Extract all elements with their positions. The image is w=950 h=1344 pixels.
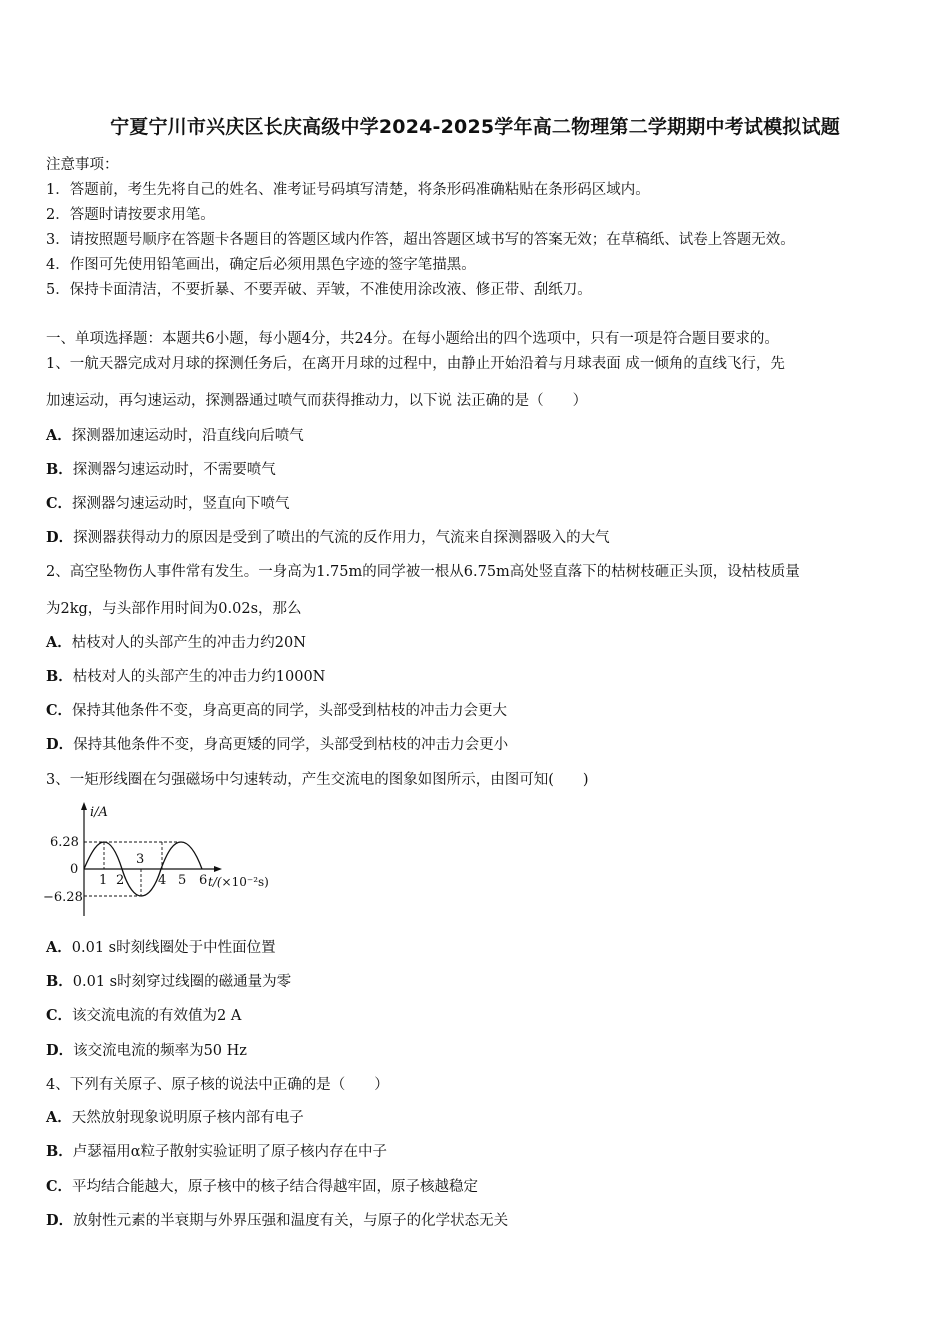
option-letter: D． bbox=[46, 1212, 74, 1229]
section-heading: 一、单项选择题：本题共6小题，每小题4分，共24分。在每小题给出的四个选项中，只有一项是符合题目要求的。 bbox=[46, 331, 779, 347]
option-letter: C． bbox=[46, 1178, 73, 1195]
option-text: 卢瑟福用α粒子散射实验证明了原子核内存在中子 bbox=[72, 1144, 388, 1160]
option-text: 该交流电流的频率为50 Hz bbox=[73, 1043, 247, 1059]
option-text: 保持其他条件不变，身高更高的同学，头部受到枯枝的冲击力会更大 bbox=[72, 703, 508, 719]
answer-option bbox=[46, 1004, 241, 1025]
y-tick-label: −6.28 bbox=[43, 890, 83, 905]
x-tick-label: 3 bbox=[136, 852, 145, 867]
answer-option bbox=[46, 1039, 247, 1060]
answer-option bbox=[46, 424, 304, 445]
x-axis-unit: ×10⁻²s) bbox=[221, 875, 269, 889]
answer-option bbox=[46, 1175, 478, 1196]
x-tick-label: 4 bbox=[158, 873, 167, 888]
option-text: 0.01 s时刻线圈处于中性面位置 bbox=[71, 940, 276, 956]
option-letter: B． bbox=[46, 973, 73, 990]
option-letter: B． bbox=[46, 1143, 73, 1160]
answer-option bbox=[46, 492, 290, 513]
option-text: 探测器获得动力的原因是受到了喷出的气流的反作用力，气流来自探测器吸入的大气 bbox=[73, 530, 610, 546]
notice-heading: 注意事项： bbox=[46, 157, 119, 173]
x-tick-label: 5 bbox=[178, 873, 187, 888]
option-letter: A． bbox=[46, 1109, 72, 1126]
option-letter: A． bbox=[46, 427, 72, 444]
option-text: 平均结合能越大，原子核中的核子结合得越牢固，原子核越稳定 bbox=[72, 1179, 479, 1195]
answer-option bbox=[46, 1106, 304, 1127]
option-text: 放射性元素的半衰期与外界压强和温度有关，与原子的化学状态无关 bbox=[73, 1213, 509, 1229]
y-axis-label: i/A bbox=[90, 805, 108, 820]
page-title: 宁夏宁川市兴庆区长庆高级中学2024-2025学年高二物理第二学期期中考试模拟试题 bbox=[110, 116, 840, 138]
x-tick-label: 2 bbox=[116, 873, 125, 888]
option-letter: C． bbox=[46, 495, 73, 512]
option-text: 探测器加速运动时，沿直线向后喷气 bbox=[71, 428, 304, 444]
answer-option bbox=[46, 936, 276, 957]
question-stem: 为2kg，与头部作用时间为0.02s，那么 bbox=[46, 601, 302, 617]
question-stem: 2、高空坠物伤人事件常有发生。一身高为1.75m的同学被一根从6.75m高处竖直落下的枯树枝砸正头顶，设枯枝质量 bbox=[46, 564, 800, 580]
answer-option bbox=[46, 970, 291, 991]
option-text: 探测器匀速运动时，不需要喷气 bbox=[72, 462, 276, 478]
answer-option bbox=[46, 631, 306, 652]
option-letter: D． bbox=[46, 1042, 74, 1059]
question-stem: 加速运动，再匀速运动，探测器通过喷气而获得推动力，以下说 法正确的是（ ） bbox=[46, 393, 588, 409]
question-stem: 1、一航天器完成对月球的探测任务后，在离开月球的过程中，由静止开始沿着与月球表面 成一倾角的直线飞行，先 bbox=[46, 356, 785, 372]
y-tick-label: 6.28 bbox=[50, 835, 79, 850]
answer-option bbox=[46, 733, 508, 754]
x-tick-label: 1 bbox=[99, 873, 108, 888]
option-letter: B． bbox=[46, 668, 73, 685]
question-stem: 4、下列有关原子、原子核的说法中正确的是（ ） bbox=[46, 1077, 389, 1093]
notice-item: 5．保持卡面清洁，不要折暴、不要弄破、弄皱，不准使用涂改液、修正带、刮纸刀。 bbox=[46, 282, 592, 298]
option-text: 枯枝对人的头部产生的冲击力约20N bbox=[71, 635, 306, 651]
option-letter: B． bbox=[46, 461, 73, 478]
option-letter: D． bbox=[46, 736, 74, 753]
answer-option bbox=[46, 526, 610, 547]
option-letter: A． bbox=[46, 634, 72, 651]
option-text: 0.01 s时刻穿过线圈的磁通量为零 bbox=[72, 974, 292, 990]
notice-item: 4．作图可先使用铅笔画出，确定后必须用黑色字迹的签字笔描黑。 bbox=[46, 257, 476, 273]
answer-option bbox=[46, 458, 276, 479]
option-text: 探测器匀速运动时，竖直向下喷气 bbox=[72, 496, 290, 512]
y-axis-arrow bbox=[81, 802, 87, 810]
option-text: 保持其他条件不变，身高更矮的同学，头部受到枯枝的冲击力会更小 bbox=[73, 737, 509, 753]
option-letter: C． bbox=[46, 702, 73, 719]
option-letter: D． bbox=[46, 529, 74, 546]
notice-item: 2．答题时请按要求用笔。 bbox=[46, 207, 215, 223]
notice-item: 1．答题前，考生先将自己的姓名、准考证号码填写清楚，将条形码准确粘贴在条形码区域内。 bbox=[46, 182, 650, 198]
option-text: 该交流电流的有效值为2 A bbox=[72, 1008, 242, 1024]
answer-option bbox=[46, 1209, 508, 1230]
option-letter: A． bbox=[46, 939, 72, 956]
x-tick-label: 6 bbox=[199, 873, 208, 888]
notice-item: 3．请按照题号顺序在答题卡各题目的答题区域内作答，超出答题区域书写的答案无效；在草稿纸、试卷上答题无效。 bbox=[46, 232, 795, 248]
answer-option bbox=[46, 665, 325, 686]
ac-current-graph bbox=[40, 798, 290, 920]
x-axis-prefix: t/( bbox=[208, 875, 222, 889]
answer-option bbox=[46, 1140, 387, 1161]
y-tick-label: 0 bbox=[70, 862, 79, 877]
answer-option bbox=[46, 699, 507, 720]
option-text: 枯枝对人的头部产生的冲击力约1000N bbox=[72, 669, 326, 685]
question-stem: 3、一矩形线圈在匀强磁场中匀速转动，产生交流电的图象如图所示，由图可知( ) bbox=[46, 772, 589, 788]
x-axis-arrow bbox=[214, 866, 222, 872]
option-text: 天然放射现象说明原子核内部有电子 bbox=[71, 1110, 304, 1126]
x-axis-label bbox=[208, 875, 269, 889]
option-letter: C． bbox=[46, 1007, 73, 1024]
